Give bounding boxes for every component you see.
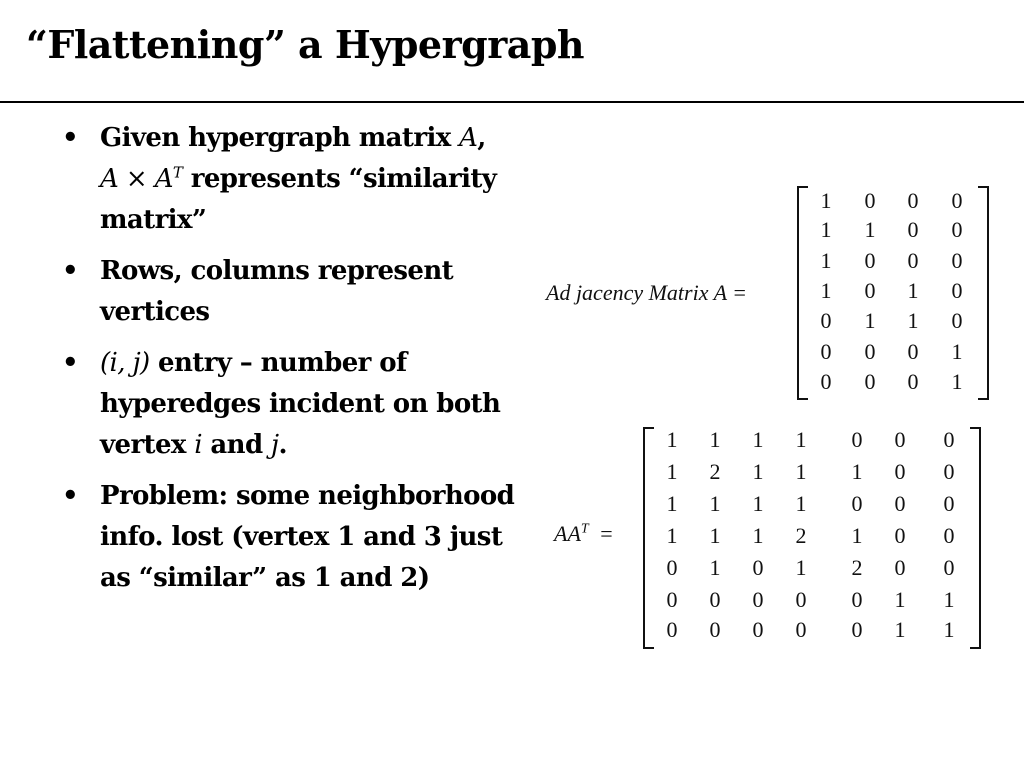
bullet-text: , — [477, 123, 486, 153]
adjacency-matrix — [797, 186, 989, 400]
adjacency-matrix-row — [797, 186, 989, 216]
similarity-matrix-cell: 1 — [752, 491, 764, 516]
adjacency-matrix-row — [797, 215, 989, 245]
adjacency-matrix-cell: 0 — [864, 278, 876, 303]
bullet-item — [62, 343, 532, 466]
similarity-matrix-cell: 1 — [795, 427, 807, 452]
similarity-matrix-cell: 1 — [666, 427, 678, 452]
similarity-matrix-cell: 0 — [943, 523, 955, 548]
adjacency-matrix-cell: 1 — [951, 339, 963, 364]
similarity-matrix-cell: 0 — [752, 555, 764, 580]
similarity-matrix-cell: 0 — [795, 587, 807, 612]
adjacency-matrix-cell: 0 — [864, 369, 876, 394]
bullet-item — [62, 476, 532, 599]
bullet-marker: • — [62, 123, 79, 153]
similarity-matrix-cell: 0 — [943, 491, 955, 516]
adjacency-matrix-label — [546, 280, 747, 306]
similarity-matrix-cell: 1 — [894, 617, 906, 642]
bullet-text: . — [278, 430, 287, 460]
similarity-matrix-grid — [643, 427, 981, 649]
similarity-matrix-row — [643, 521, 981, 551]
similarity-matrix — [643, 427, 981, 649]
bullet-text: and — [201, 430, 272, 460]
adjacency-matrix-row — [797, 367, 989, 397]
similarity-matrix-cell: 1 — [795, 555, 807, 580]
adjacency-matrix-cell: 0 — [820, 308, 832, 333]
adjacency-matrix-cell: 1 — [820, 217, 832, 242]
similarity-matrix-cell: 1 — [709, 555, 721, 580]
similarity-matrix-cell: 0 — [851, 617, 863, 642]
adjacency-matrix-cell: 0 — [907, 369, 919, 394]
bullet-item — [62, 118, 532, 241]
bullet-item — [62, 251, 532, 333]
adjacency-matrix-cell: 0 — [864, 248, 876, 273]
similarity-matrix-cell: 1 — [851, 459, 863, 484]
similarity-matrix-cell: 0 — [894, 523, 906, 548]
similarity-matrix-cell: 0 — [894, 459, 906, 484]
similarity-matrix-row — [643, 615, 981, 645]
adjacency-matrix-cell: 1 — [907, 278, 919, 303]
adjacency-matrix-cell: 0 — [951, 188, 963, 213]
math-superscript: T — [172, 163, 183, 182]
similarity-matrix-cell: 0 — [851, 491, 863, 516]
similarity-matrix-cell: 0 — [666, 555, 678, 580]
adjacency-matrix-row — [797, 306, 989, 336]
adjacency-matrix-cell: 1 — [907, 308, 919, 333]
math-operator: × — [118, 164, 155, 194]
adjacency-matrix-cell: 0 — [820, 369, 832, 394]
adjacency-matrix-cell: 0 — [951, 278, 963, 303]
similarity-matrix-cell: 1 — [894, 587, 906, 612]
bullet-marker: • — [62, 481, 79, 511]
similarity-matrix-cell: 1 — [752, 427, 764, 452]
adjacency-matrix-cell: 0 — [951, 248, 963, 273]
similarity-matrix-cell: 2 — [795, 523, 807, 548]
bullet-marker: • — [62, 256, 79, 286]
similarity-matrix-cell: 2 — [709, 459, 721, 484]
similarity-matrix-cell: 0 — [795, 617, 807, 642]
math-symbol: A — [459, 123, 478, 153]
adjacency-matrix-cell: 0 — [951, 308, 963, 333]
adjacency-matrix-cell: 0 — [907, 248, 919, 273]
similarity-matrix-cell: 1 — [709, 427, 721, 452]
similarity-matrix-label-base: AA — [554, 521, 581, 546]
similarity-matrix-row — [643, 489, 981, 519]
bullet-text: represents “similarity matrix” — [100, 164, 497, 235]
similarity-matrix-cell: 0 — [894, 427, 906, 452]
similarity-matrix-cell: 1 — [709, 491, 721, 516]
adjacency-matrix-cell: 0 — [907, 217, 919, 242]
math-symbol: A — [100, 164, 119, 194]
similarity-matrix-cell: 1 — [752, 523, 764, 548]
math-symbol: i — [194, 430, 202, 460]
similarity-matrix-row — [643, 457, 981, 487]
similarity-matrix-cell: 0 — [851, 587, 863, 612]
similarity-matrix-cell: 0 — [709, 587, 721, 612]
adjacency-matrix-cell: 1 — [820, 188, 832, 213]
similarity-matrix-cell: 1 — [752, 459, 764, 484]
adjacency-matrix-cell: 0 — [864, 188, 876, 213]
similarity-matrix-cell: 0 — [752, 617, 764, 642]
bullet-list — [62, 118, 532, 609]
adjacency-matrix-cell: 1 — [820, 248, 832, 273]
adjacency-matrix-cell: 1 — [951, 369, 963, 394]
similarity-matrix-cell: 1 — [943, 587, 955, 612]
similarity-matrix-cell: 1 — [795, 459, 807, 484]
bullet-marker: • — [62, 348, 79, 378]
adjacency-matrix-cell: 0 — [907, 339, 919, 364]
title-divider — [0, 101, 1024, 103]
adjacency-matrix-grid — [797, 186, 989, 400]
similarity-matrix-cell: 1 — [709, 523, 721, 548]
similarity-matrix-cell: 1 — [851, 523, 863, 548]
similarity-matrix-cell: 1 — [795, 491, 807, 516]
adjacency-matrix-row — [797, 246, 989, 276]
bullet-text: Rows, columns represent vertices — [100, 256, 454, 327]
adjacency-matrix-row — [797, 337, 989, 367]
similarity-matrix-cell: 0 — [943, 427, 955, 452]
slide-title: “Flattening” a Hypergraph — [26, 22, 585, 67]
adjacency-matrix-row — [797, 276, 989, 306]
adjacency-matrix-label-text: Ad jacency Matrix A = — [546, 280, 747, 305]
similarity-matrix-cell: 0 — [894, 491, 906, 516]
bullet-text: Problem: some neighborhood info. lost (vertex 1 and 3 just as “similar” as 1 and 2) — [100, 481, 515, 593]
adjacency-matrix-cell: 1 — [864, 217, 876, 242]
similarity-matrix-label — [554, 521, 613, 547]
adjacency-matrix-cell: 1 — [864, 308, 876, 333]
similarity-matrix-row — [643, 585, 981, 615]
similarity-matrix-cell: 0 — [709, 617, 721, 642]
math-symbol: A — [154, 164, 173, 194]
similarity-matrix-cell: 1 — [666, 491, 678, 516]
math-symbol: j — [271, 430, 279, 460]
adjacency-matrix-cell: 0 — [907, 188, 919, 213]
adjacency-matrix-cell: 0 — [820, 339, 832, 364]
bullet-text: entry – number of hyperedges incident on both vertex — [100, 348, 501, 460]
similarity-matrix-cell: 0 — [894, 555, 906, 580]
similarity-matrix-cell: 1 — [666, 523, 678, 548]
similarity-matrix-cell: 0 — [851, 427, 863, 452]
similarity-matrix-cell: 0 — [943, 555, 955, 580]
similarity-matrix-cell: 0 — [752, 587, 764, 612]
adjacency-matrix-cell: 0 — [864, 339, 876, 364]
math-symbol: (i, j) — [100, 348, 150, 378]
similarity-matrix-cell: 0 — [666, 617, 678, 642]
similarity-matrix-cell: 0 — [943, 459, 955, 484]
similarity-matrix-row — [643, 553, 981, 583]
similarity-matrix-cell: 1 — [666, 459, 678, 484]
similarity-matrix-label-sup: T — [580, 521, 589, 537]
similarity-matrix-cell: 1 — [943, 617, 955, 642]
bullet-text: Given hypergraph matrix — [100, 123, 460, 153]
similarity-matrix-cell: 2 — [851, 555, 863, 580]
similarity-matrix-label-eq: = — [600, 521, 613, 546]
similarity-matrix-row — [643, 425, 981, 455]
similarity-matrix-cell: 0 — [666, 587, 678, 612]
adjacency-matrix-cell: 1 — [820, 278, 832, 303]
adjacency-matrix-cell: 0 — [951, 217, 963, 242]
